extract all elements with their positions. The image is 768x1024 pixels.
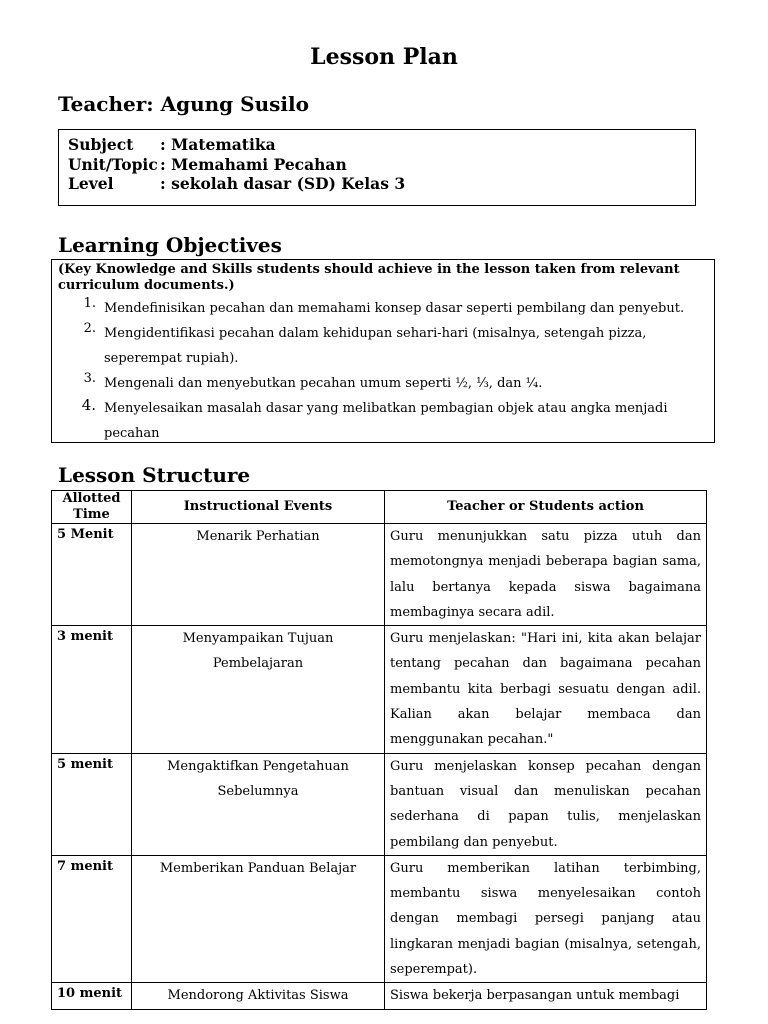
- time-cell: 7 menit: [52, 855, 132, 982]
- time-cell: 3 menit: [52, 626, 132, 753]
- objective-number: 2.: [83, 321, 96, 336]
- event-cell: Mendorong Aktivitas Siswa: [132, 983, 385, 1009]
- column-header-event: Instructional Events: [132, 491, 385, 524]
- action-cell: Guru menjelaskan konsep pecahan dengan bantuan visual dan menuliskan pecahan sederhana di papan tulis, menjelaskan pembilang dan penyebut.: [385, 753, 707, 855]
- action-cell: Siswa bekerja berpasangan untuk membagi: [385, 983, 707, 1009]
- table-row: [52, 524, 707, 626]
- action-cell: Guru menunjukkan satu pizza utuh dan memotongnya menjadi beberapa bagian sama, lalu bertanya kepada siswa bagaimana membaginya secara adil.: [385, 524, 707, 626]
- time-cell: 5 menit: [52, 753, 132, 855]
- info-value: : sekolah dasar (SD) Kelas 3: [160, 174, 406, 193]
- info-value: : Memahami Pecahan: [160, 154, 347, 174]
- event-cell: Mengaktifkan Pengetahuan Sebelumnya: [132, 753, 385, 855]
- table-row: [52, 855, 707, 982]
- event-cell: Menarik Perhatian: [132, 524, 385, 626]
- lesson-structure-table: [51, 490, 707, 1010]
- column-header-time: Allotted Time: [52, 491, 132, 524]
- info-key: Subject: [68, 135, 134, 154]
- table-row: [52, 753, 707, 855]
- objective-number: 4.: [81, 396, 96, 414]
- event-cell: Menyampaikan Tujuan Pembelajaran: [132, 626, 385, 753]
- objective-number: 3.: [83, 371, 96, 386]
- table-row: [52, 626, 707, 753]
- objective-text: Mendefinisikan pecahan dan memahami konsep dasar seperti pembilang dan penyebut.: [104, 301, 685, 316]
- lesson-structure-heading: Lesson Structure: [58, 463, 251, 487]
- table-row: [52, 983, 707, 1009]
- column-header-action: Teacher or Students action: [385, 491, 707, 524]
- objective-text: Mengidentifikasi pecahan dalam kehidupan sehari-hari (misalnya, setengah pizza, seperempat rupiah).: [104, 326, 647, 366]
- action-cell: Guru menjelaskan: "Hari ini, kita akan belajar tentang pecahan dan bagaimana pecahan membantu kita berbagi sesuatu dengan adil. Kalian akan belajar membaca dan menggunakan pecahan.": [385, 626, 707, 753]
- info-value: : Matematika: [160, 135, 276, 154]
- info-key: Unit/Topic: [68, 154, 158, 174]
- objective-text: Mengenali dan menyebutkan pecahan umum seperti ½, ⅓, dan ¼.: [104, 376, 543, 391]
- objective-number: 1.: [83, 296, 96, 311]
- page-title: Lesson Plan: [310, 44, 458, 70]
- info-key: Level: [68, 174, 114, 193]
- objective-text: Menyelesaikan masalah dasar yang melibatkan pembagian objek atau angka menjadi pecahan: [104, 401, 668, 441]
- action-cell: Guru memberikan latihan terbimbing, membantu siswa menyelesaikan contoh dengan membagi persegi panjang atau lingkaran menjadi bagian (misalnya, setengah, seperempat).: [385, 855, 707, 982]
- event-cell: Memberikan Panduan Belajar: [132, 855, 385, 982]
- time-cell: 5 Menit: [52, 524, 132, 626]
- table-header-row: [52, 491, 707, 524]
- objectives-heading: Learning Objectives: [58, 233, 282, 257]
- objectives-note: (Key Knowledge and Skills students should achieve in the lesson taken from relevant curriculum documents.): [58, 262, 680, 293]
- time-cell: 10 menit: [52, 983, 132, 1009]
- teacher-name: Teacher: Agung Susilo: [58, 92, 309, 116]
